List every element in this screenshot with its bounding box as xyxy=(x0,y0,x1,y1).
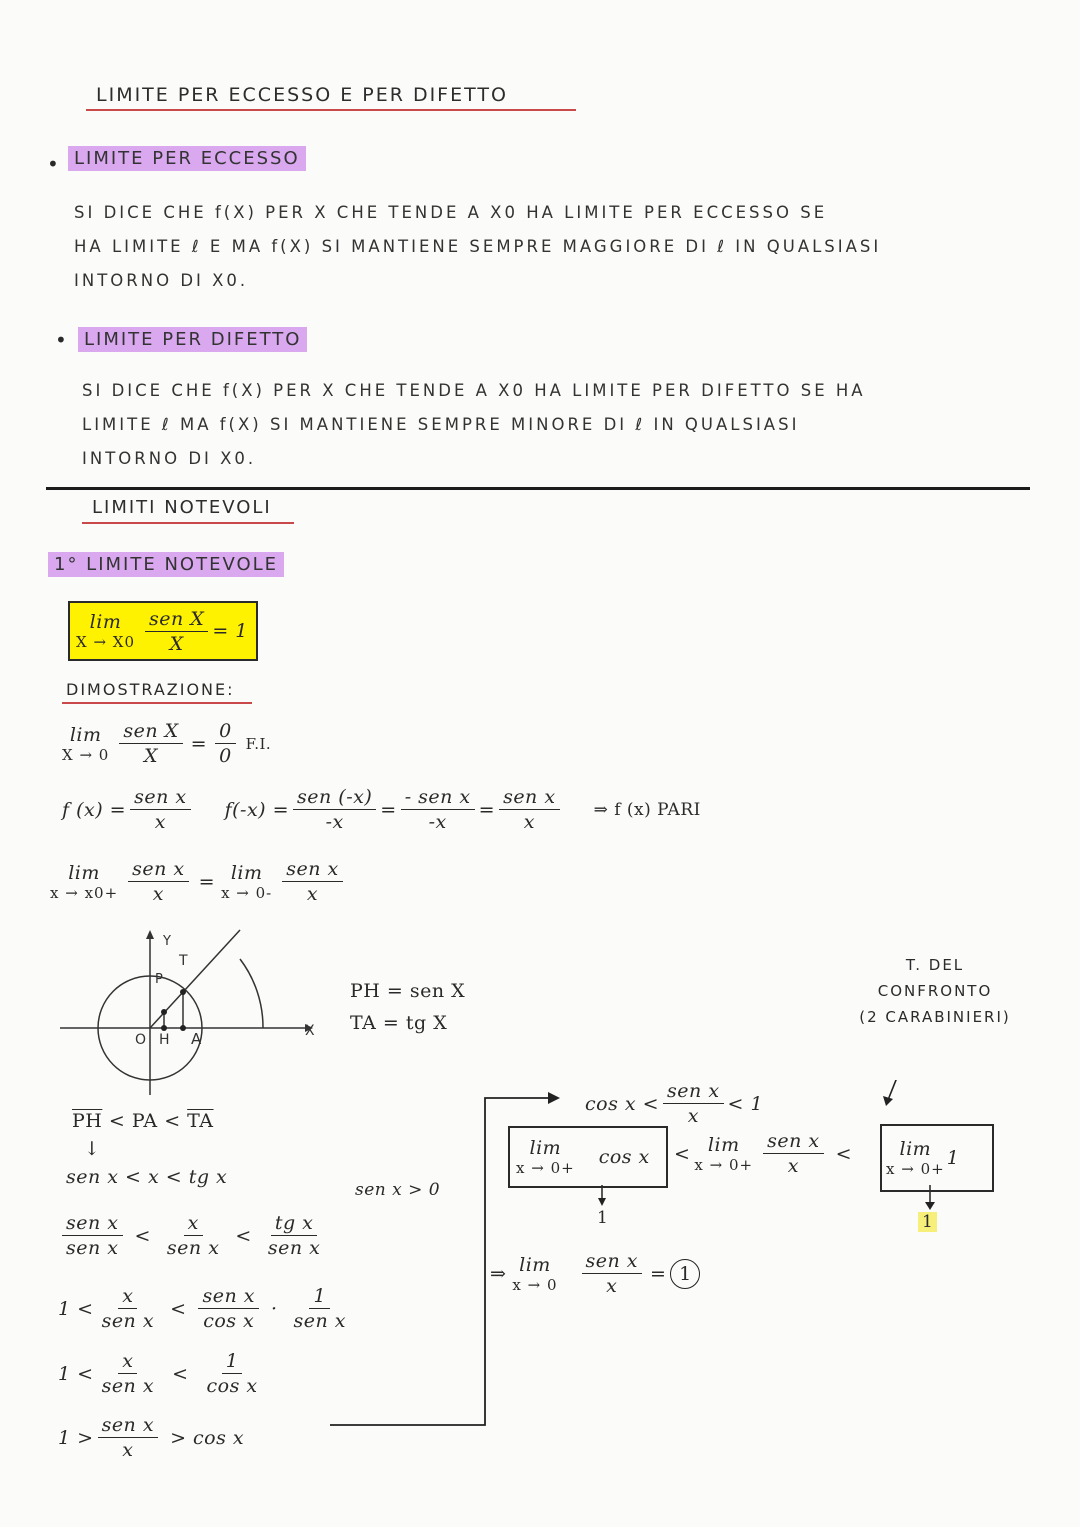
lim-sub: x → 0+ xyxy=(694,1155,754,1174)
para-line: LIMITE ℓ MA f(X) SI MANTIENE SEMPRE MINORE DI ℓ IN QUALSIASI xyxy=(82,415,800,434)
frac-num: sen x xyxy=(282,858,343,882)
result-left: 1 xyxy=(597,1208,609,1228)
down-arrow-left-icon xyxy=(598,1198,606,1206)
frac-den: x xyxy=(306,883,319,905)
one-sided-row xyxy=(50,858,347,905)
frac-num: sen x xyxy=(98,1414,159,1438)
frac-num: sen x xyxy=(763,1130,824,1154)
title-underline xyxy=(86,109,576,111)
title-underline xyxy=(82,522,294,524)
limit-row-fi xyxy=(62,720,271,767)
frac-num: sen x xyxy=(128,858,189,882)
bullet-icon: • xyxy=(55,328,68,352)
frac-den: sen x xyxy=(166,1237,220,1259)
lim-label: lim xyxy=(68,861,100,884)
frac-num: sen (-x) xyxy=(293,786,376,810)
less-than: < xyxy=(108,1110,126,1132)
cos-tail: > cos x xyxy=(170,1426,245,1449)
frac-den: sen x xyxy=(101,1375,155,1397)
less-than: < xyxy=(674,1142,691,1165)
fmx-label: f(-x) = xyxy=(224,798,290,821)
one: 1 xyxy=(946,1147,960,1169)
equals: = xyxy=(478,798,496,821)
lim-sub: x → 0+ xyxy=(516,1159,575,1177)
label-x: X xyxy=(305,1023,316,1039)
divide-step xyxy=(58,1212,328,1259)
frac-num: sen x xyxy=(130,786,191,810)
para-line: INTORNO DI X0. xyxy=(74,271,249,290)
frac-den: cos x xyxy=(203,1310,255,1332)
lim-label: lim xyxy=(529,1137,562,1159)
theorem-pointer xyxy=(888,1080,910,1100)
frac-den: -x xyxy=(325,811,344,833)
limit-result-box xyxy=(68,601,258,661)
lim-sub: X → X0 xyxy=(76,633,136,651)
simplify-step xyxy=(58,1285,354,1332)
point-p xyxy=(161,1009,167,1015)
frac-den: -x xyxy=(428,811,447,833)
reduced-step xyxy=(58,1350,266,1397)
dimostrazione-label: DIMOSTRAZIONE: xyxy=(66,680,235,699)
dot: · xyxy=(270,1297,278,1320)
lim-label: lim xyxy=(707,1133,740,1156)
lim-label: lim xyxy=(69,723,102,746)
frac-den: x xyxy=(152,883,164,905)
para-line: HA LIMITE ℓ E MA f(X) SI MANTIENE SEMPRE MAGGIORE DI ℓ IN QUALSIASI xyxy=(74,237,882,256)
frac-den: X xyxy=(169,632,184,655)
down-arrow-right-icon xyxy=(925,1202,935,1210)
sin-inequality: sen x < x < tg x xyxy=(66,1166,228,1188)
label-t: T xyxy=(179,953,189,969)
frac-den: x xyxy=(687,1105,699,1127)
frac-num: 1 xyxy=(309,1285,330,1309)
para-line: SI DICE CHE f(X) PER X CHE TENDE A X0 HA LIMITE PER DIFETTO SE HA xyxy=(82,381,866,400)
paragraph-difetto xyxy=(82,374,1062,476)
frac-den: x xyxy=(606,1275,618,1297)
point-t xyxy=(180,989,186,995)
middle-limit xyxy=(674,1130,852,1177)
heading-primo-limite: 1° LIMITE NOTEVOLE xyxy=(48,552,284,577)
dim-underline xyxy=(62,702,252,704)
lim-label: lim xyxy=(89,611,122,633)
equals-one: = 1 xyxy=(212,620,248,642)
frac-num: x xyxy=(118,1350,137,1374)
fx-label: f (x) = xyxy=(62,798,127,821)
lim-label: lim xyxy=(230,861,263,884)
lim-sub: X → 0 xyxy=(62,745,110,764)
circled-result: 1 xyxy=(670,1259,700,1289)
point-h xyxy=(161,1025,167,1031)
less-than: < xyxy=(170,1297,187,1320)
frac-num: tg x xyxy=(271,1212,318,1236)
label-a: A xyxy=(191,1030,203,1048)
frac-den: sen x xyxy=(101,1310,155,1332)
theorem-label xyxy=(845,952,1025,1030)
ta-label: $\overline{TA}$ xyxy=(187,1110,214,1132)
bullet-icon: • xyxy=(47,152,60,176)
pa-label: PA xyxy=(131,1110,158,1132)
lim-sub: x → 0+ xyxy=(886,1160,945,1178)
frac-den: cos x xyxy=(206,1375,258,1397)
lim-sub: x → 0 xyxy=(512,1275,558,1294)
lim-cos-box xyxy=(508,1126,668,1188)
implies: ⇒ xyxy=(490,1262,507,1285)
frac-den: x xyxy=(523,811,535,833)
frac-num: sen x xyxy=(499,786,560,810)
frac-den: 0 xyxy=(219,745,232,767)
parity-conclusion: ⇒ f (x) PARI xyxy=(593,799,701,820)
less-than: < xyxy=(172,1362,189,1385)
frac-num: sen x xyxy=(582,1250,643,1274)
frac-den: sen x xyxy=(66,1237,119,1259)
label-p: P xyxy=(155,972,164,987)
def-ta: TA = tg X xyxy=(350,1012,448,1034)
arc xyxy=(240,959,263,1028)
para-line: SI DICE CHE f(X) PER X CHE TENDE A X0 HA LIMITE PER ECCESSO SE xyxy=(74,203,828,222)
y-axis-arrow-icon xyxy=(146,930,154,939)
section-title-limiti-notevoli: LIMITI NOTEVOLI xyxy=(92,497,272,518)
equals: = xyxy=(198,870,216,893)
forma-indeterminata: F.I. xyxy=(245,734,272,753)
theorem-line: (2 CARABINIERI) xyxy=(859,1008,1011,1026)
frac-num: sen x xyxy=(663,1080,724,1104)
heading-eccesso: LIMITE PER ECCESSO xyxy=(68,146,306,171)
equals: = xyxy=(380,798,397,821)
one-less: 1 < xyxy=(58,1362,94,1385)
result-right: 1 xyxy=(918,1212,937,1232)
def-ph: PH = sen X xyxy=(350,980,466,1002)
lim-label: lim xyxy=(519,1253,551,1276)
one-less: 1 < xyxy=(58,1297,94,1320)
less-than: < xyxy=(164,1110,181,1132)
frac-num: x xyxy=(184,1212,203,1236)
lim-label: lim xyxy=(899,1138,932,1160)
para-line: INTORNO DI X0. xyxy=(82,449,257,468)
parity-row xyxy=(62,786,701,833)
theorem-line: CONFRONTO xyxy=(877,982,993,1000)
frac-num: sen X xyxy=(145,608,208,632)
theorem-pointer-icon xyxy=(883,1096,893,1106)
frac-den: x xyxy=(122,1439,134,1461)
frac-num: x xyxy=(118,1285,137,1309)
paragraph-eccesso xyxy=(74,196,1054,298)
frac-den: x xyxy=(787,1155,799,1177)
reciprocal-step xyxy=(58,1414,244,1461)
down-arrow-icon: ↓ xyxy=(84,1138,101,1160)
heading-difetto: LIMITE PER DIFETTO xyxy=(78,327,307,352)
frac-num: sen x xyxy=(62,1212,123,1236)
segment-definitions xyxy=(350,975,465,1039)
frac-den: sen x xyxy=(267,1237,321,1259)
cos-less: cos x < xyxy=(585,1092,660,1115)
section-divider xyxy=(46,487,1030,490)
frac-num: sen x xyxy=(198,1285,259,1309)
less-than: < xyxy=(235,1224,252,1247)
frac-num: 1 xyxy=(222,1350,243,1374)
frac-num: 0 xyxy=(215,720,236,744)
segment-inequality xyxy=(72,1110,214,1132)
flow-arrow-icon xyxy=(548,1092,560,1104)
frac-den: X xyxy=(143,745,158,767)
less-than: < xyxy=(835,1142,853,1165)
label-h: H xyxy=(159,1032,171,1048)
frac-den: sen x xyxy=(293,1310,347,1332)
label-y: Y xyxy=(163,934,172,949)
less-than: < xyxy=(134,1224,151,1247)
one-greater: 1 > xyxy=(58,1426,94,1449)
lim-sub: x → 0- xyxy=(221,883,273,902)
less-one: < 1 xyxy=(727,1092,764,1115)
point-a xyxy=(180,1025,186,1031)
frac-num: sen X xyxy=(119,720,182,744)
cos-x: cos x xyxy=(598,1146,650,1168)
section-title-eccesso-difetto: LIMITE PER ECCESSO E PER DIFETTO xyxy=(96,84,508,106)
squeeze-inequality xyxy=(585,1080,763,1127)
final-conclusion: ⇒ lim x → 0 $\frac{\text{sen x}}{x}$ = 1 xyxy=(490,1250,700,1297)
equals: = xyxy=(190,732,208,755)
unit-circle-figure xyxy=(55,925,335,1100)
label-o: O xyxy=(135,1032,148,1048)
lim-sub: x → x0+ xyxy=(50,883,119,902)
sin-positive: sen x > 0 xyxy=(355,1180,441,1200)
lim-one-box xyxy=(880,1124,994,1192)
frac-den: x xyxy=(154,811,166,833)
ph-label: $\overline{PH}$ xyxy=(72,1110,103,1132)
theorem-line: T. DEL xyxy=(905,956,965,974)
frac-num: - sen x xyxy=(401,786,475,810)
